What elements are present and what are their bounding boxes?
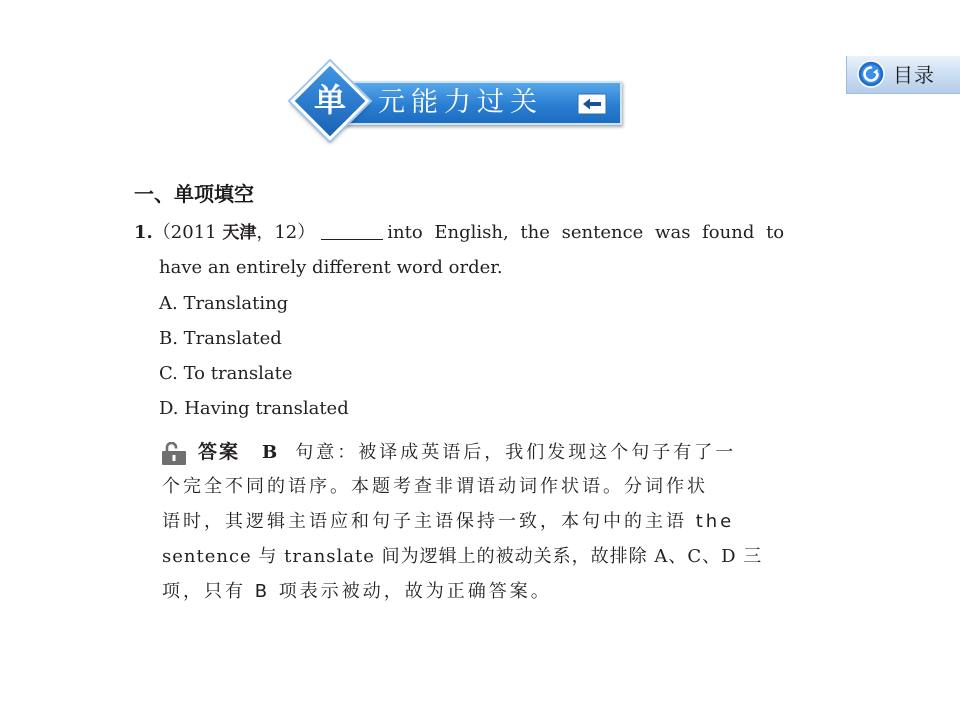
answer-line-1	[198, 437, 736, 467]
lock-open-icon[interactable]	[161, 442, 187, 466]
option-a[interactable]: A. Translating	[159, 293, 289, 314]
question-number: 1.	[134, 222, 153, 243]
toc-label: 目录	[893, 63, 935, 87]
answer-key: B	[262, 442, 278, 463]
question-source-open: （2011	[152, 222, 217, 243]
option-c[interactable]: C. To translate	[159, 363, 293, 384]
explanation-line-2: 个完全不同的语序。本题考查非谓语动词作状语。分词作状	[162, 476, 708, 497]
banner-title: 元能力过关	[378, 87, 543, 118]
answer-blank	[321, 219, 383, 240]
answer-label: 答案	[198, 441, 241, 463]
section-banner	[298, 66, 628, 138]
back-arrow-icon[interactable]	[577, 93, 607, 115]
question-stem-text: into English, the sentence was found to	[387, 222, 785, 243]
toc-button[interactable]	[846, 56, 960, 94]
question-stem-line-2: have an entirely different word order.	[159, 257, 503, 278]
refresh-circle-icon	[857, 60, 885, 88]
explanation-line-4: sentence 与 translate 间为逻辑上的被动关系，故排除 A、C、D 三	[162, 546, 763, 567]
banner-first-char: 单	[313, 81, 346, 119]
question-source-place: 天津	[222, 223, 257, 243]
option-d[interactable]: D. Having translated	[159, 398, 349, 419]
question-stem-line-1	[134, 218, 784, 248]
question-source-close: ，12）	[256, 222, 316, 243]
explanation-line-3: 语时，其逻辑主语应和句子主语保持一致，本句中的主语 the	[162, 511, 735, 532]
explanation-line-1: 句意：被译成英语后，我们发现这个句子有了一	[295, 442, 737, 463]
explanation-line-5: 项，只有 B 项表示被动，故为正确答案。	[162, 581, 552, 602]
option-b[interactable]: B. Translated	[159, 328, 282, 349]
section-heading: 一、单项填空	[134, 182, 254, 206]
